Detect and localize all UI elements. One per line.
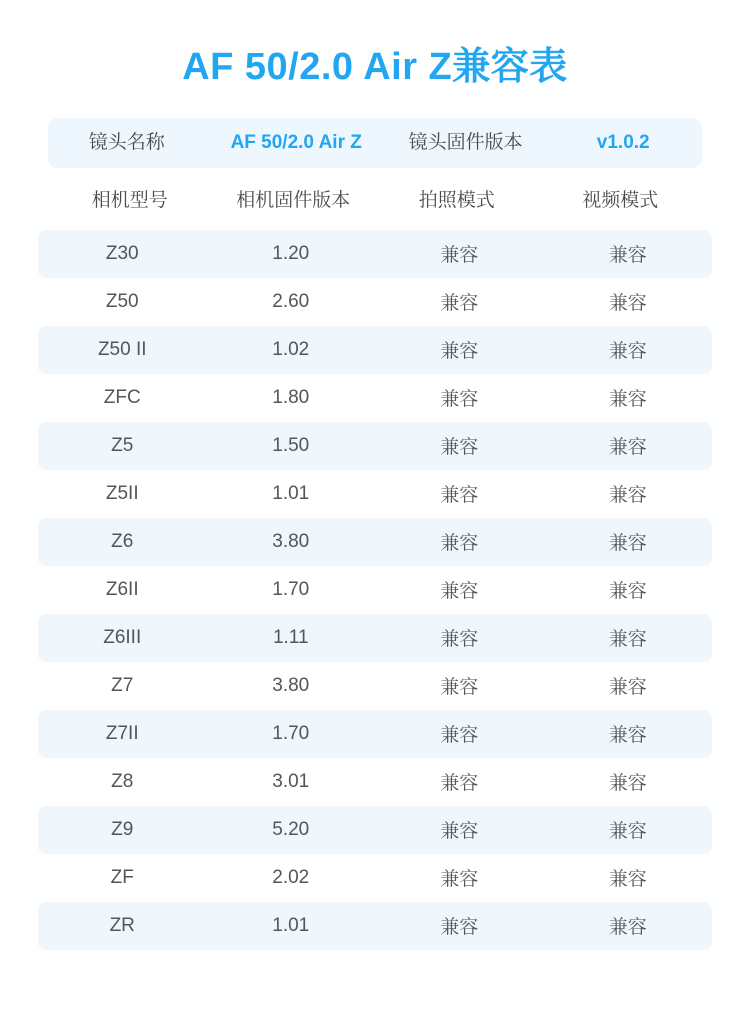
cell-camera-firmware: 5.20 [272,818,310,840]
table-row [38,662,712,710]
cell-camera-model: Z6II [105,578,139,600]
column-header-camera-firmware: 相机固件版本 [236,190,351,211]
cell-video-mode: 兼容 [608,821,647,842]
lens-firmware-label: 镜头固件版本 [408,131,523,153]
cell-camera-model: Z30 [105,242,139,264]
lens-name-label: 镜头名称 [88,131,165,153]
cell-video-mode: 兼容 [608,389,647,410]
table-row [38,326,712,374]
cell-video-mode: 兼容 [608,869,647,890]
compatibility-table-body [38,230,712,950]
lens-name-value: AF 50/2.0 Air Z [230,131,362,153]
cell-photo-mode: 兼容 [440,581,479,602]
cell-video-mode: 兼容 [608,917,647,938]
cell-video-mode: 兼容 [608,245,647,266]
page-bottom-spacer [24,950,726,1006]
cell-video-mode: 兼容 [608,773,647,794]
cell-camera-model: Z7II [105,722,139,744]
cell-camera-model: Z50 II [97,338,147,360]
cell-video-mode: 兼容 [608,485,647,506]
table-row [38,710,712,758]
cell-camera-firmware: 3.80 [272,530,310,552]
cell-camera-firmware: 1.50 [272,434,310,456]
cell-camera-firmware: 1.11 [272,626,309,648]
table-row [38,614,712,662]
cell-camera-firmware: 1.70 [272,578,310,600]
cell-video-mode: 兼容 [608,677,647,698]
table-row [38,422,712,470]
cell-camera-model: Z5 [111,434,134,456]
cell-photo-mode: 兼容 [440,869,479,890]
lens-info-bar [48,118,702,168]
column-header-video-mode: 视频模式 [582,190,659,211]
cell-camera-model: ZFC [103,386,141,408]
cell-camera-model: Z6 [111,530,134,552]
cell-video-mode: 兼容 [608,581,647,602]
cell-photo-mode: 兼容 [440,533,479,554]
cell-video-mode: 兼容 [608,437,647,458]
table-row [38,854,712,902]
table-row [38,278,712,326]
page-title: AF 50/2.0 Air Z兼容表 [182,46,568,88]
cell-camera-model: ZF [110,866,134,888]
cell-video-mode: 兼容 [608,341,647,362]
column-header-camera-model: 相机型号 [91,190,168,211]
cell-photo-mode: 兼容 [440,629,479,650]
cell-camera-firmware: 1.01 [272,482,310,504]
lens-firmware-value: v1.0.2 [596,131,650,153]
cell-camera-firmware: 1.70 [272,722,310,744]
cell-camera-firmware: 2.02 [272,866,310,888]
cell-camera-model: Z5II [105,482,139,504]
table-row [38,566,712,614]
cell-camera-firmware: 1.20 [272,242,310,264]
cell-photo-mode: 兼容 [440,341,479,362]
table-row [38,758,712,806]
cell-camera-model: Z6III [103,626,142,648]
cell-video-mode: 兼容 [608,629,647,650]
cell-photo-mode: 兼容 [440,917,479,938]
cell-photo-mode: 兼容 [440,773,479,794]
table-row [38,470,712,518]
cell-camera-model: Z8 [111,770,134,792]
cell-photo-mode: 兼容 [440,485,479,506]
cell-camera-model: ZR [109,914,135,936]
cell-photo-mode: 兼容 [440,821,479,842]
cell-video-mode: 兼容 [608,293,647,314]
cell-camera-model: Z7 [111,674,134,696]
cell-photo-mode: 兼容 [440,725,479,746]
cell-photo-mode: 兼容 [440,677,479,698]
table-row [38,374,712,422]
cell-video-mode: 兼容 [608,725,647,746]
table-header-row [48,168,702,230]
cell-camera-firmware: 1.01 [272,914,310,936]
cell-camera-firmware: 3.01 [272,770,310,792]
cell-camera-firmware: 3.80 [272,674,310,696]
cell-photo-mode: 兼容 [440,293,479,314]
column-header-photo-mode: 拍照模式 [418,190,495,211]
cell-photo-mode: 兼容 [440,245,479,266]
cell-camera-model: Z9 [111,818,134,840]
cell-video-mode: 兼容 [608,533,647,554]
cell-camera-firmware: 1.02 [272,338,310,360]
cell-photo-mode: 兼容 [440,389,479,410]
cell-camera-firmware: 2.60 [272,290,310,312]
table-row [38,902,712,950]
cell-camera-firmware: 1.80 [272,386,310,408]
table-row [38,518,712,566]
table-row [38,806,712,854]
cell-photo-mode: 兼容 [440,437,479,458]
cell-camera-model: Z50 [105,290,139,312]
table-row [38,230,712,278]
